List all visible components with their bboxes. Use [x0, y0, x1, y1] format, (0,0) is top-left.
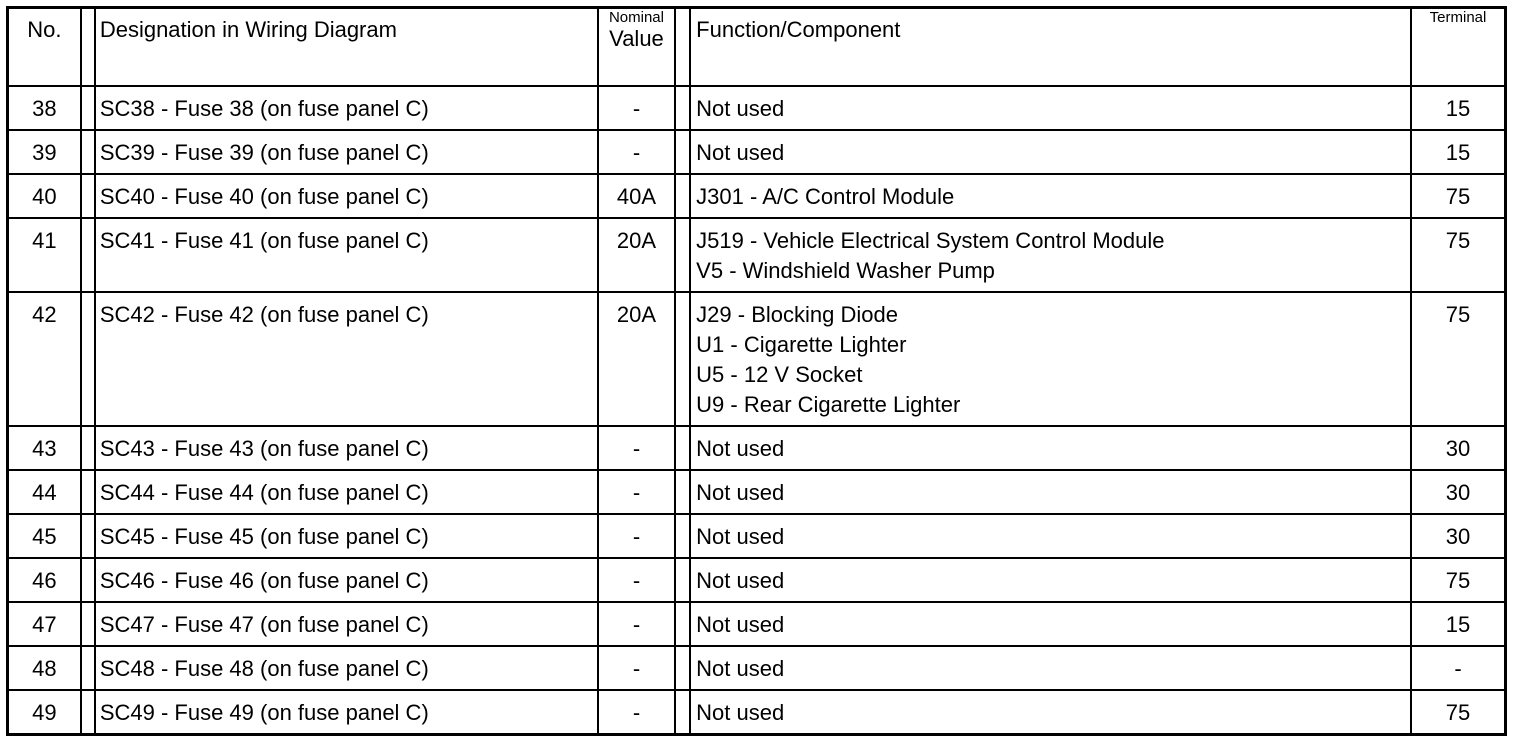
function-component: J519 - Vehicle Electrical System Control Module	[696, 228, 1165, 253]
fuse-number: 41	[8, 218, 81, 292]
table-row	[8, 130, 1506, 174]
fuse-function	[690, 86, 1411, 130]
table-row	[8, 174, 1506, 218]
fuse-terminal: -	[1411, 646, 1505, 690]
function-component: Not used	[696, 612, 785, 637]
table-row	[8, 86, 1506, 130]
table-row	[8, 602, 1506, 646]
fuse-designation: SC41 - Fuse 41 (on fuse panel C)	[95, 218, 598, 292]
fuse-function	[690, 690, 1411, 735]
fuse-function	[690, 646, 1411, 690]
function-component: Not used	[696, 436, 785, 461]
spacer-cell	[81, 558, 95, 602]
function-component: J29 - Blocking Diode	[696, 302, 898, 327]
fuse-terminal: 75	[1411, 690, 1505, 735]
fuse-function	[690, 292, 1411, 426]
fuse-terminal: 15	[1411, 602, 1505, 646]
spacer-cell	[675, 690, 690, 735]
fuse-nominal-value: -	[598, 470, 675, 514]
fuse-number: 46	[8, 558, 81, 602]
table-row	[8, 690, 1506, 735]
fuse-nominal-value: -	[598, 86, 675, 130]
fuse-number: 44	[8, 470, 81, 514]
table-row	[8, 514, 1506, 558]
fuse-designation: SC43 - Fuse 43 (on fuse panel C)	[95, 426, 598, 470]
function-component: U9 - Rear Cigarette Lighter	[696, 392, 961, 417]
function-component: Not used	[696, 700, 785, 725]
fuse-designation: SC42 - Fuse 42 (on fuse panel C)	[95, 292, 598, 426]
function-component: Not used	[696, 524, 785, 549]
fuse-number: 38	[8, 86, 81, 130]
header-nominal-line1: Nominal	[608, 9, 664, 26]
fuse-designation: SC47 - Fuse 47 (on fuse panel C)	[95, 602, 598, 646]
spacer-cell	[81, 690, 95, 735]
spacer-cell	[81, 8, 95, 87]
fuse-designation: SC38 - Fuse 38 (on fuse panel C)	[95, 86, 598, 130]
fuse-table	[6, 6, 1507, 736]
table-row	[8, 558, 1506, 602]
fuse-nominal-value: -	[598, 130, 675, 174]
fuse-nominal-value: -	[598, 646, 675, 690]
fuse-nominal-value: 20A	[598, 218, 675, 292]
fuse-number: 43	[8, 426, 81, 470]
spacer-cell	[81, 86, 95, 130]
spacer-cell	[675, 558, 690, 602]
fuse-number: 39	[8, 130, 81, 174]
function-component: U1 - Cigarette Lighter	[696, 332, 907, 357]
spacer-cell	[675, 130, 690, 174]
spacer-cell	[675, 174, 690, 218]
spacer-cell	[675, 218, 690, 292]
fuse-designation: SC40 - Fuse 40 (on fuse panel C)	[95, 174, 598, 218]
spacer-cell	[81, 174, 95, 218]
fuse-number: 47	[8, 602, 81, 646]
header-nominal-value	[598, 8, 675, 87]
spacer-cell	[675, 646, 690, 690]
spacer-cell	[81, 426, 95, 470]
fuse-function	[690, 218, 1411, 292]
fuse-terminal: 75	[1411, 218, 1505, 292]
function-component: Not used	[696, 480, 785, 505]
table-row	[8, 646, 1506, 690]
spacer-cell	[675, 292, 690, 426]
fuse-terminal: 75	[1411, 174, 1505, 218]
fuse-nominal-value: -	[598, 690, 675, 735]
table-row	[8, 426, 1506, 470]
fuse-number: 40	[8, 174, 81, 218]
fuse-function	[690, 558, 1411, 602]
fuse-function	[690, 174, 1411, 218]
fuse-designation: SC46 - Fuse 46 (on fuse panel C)	[95, 558, 598, 602]
function-component: Not used	[696, 568, 785, 593]
fuse-nominal-value: -	[598, 558, 675, 602]
spacer-cell	[675, 514, 690, 558]
spacer-cell	[675, 426, 690, 470]
header-function: Function/Component	[690, 8, 1411, 87]
function-component: Not used	[696, 96, 785, 121]
spacer-cell	[81, 292, 95, 426]
fuse-function	[690, 514, 1411, 558]
fuse-number: 45	[8, 514, 81, 558]
function-component: J301 - A/C Control Module	[696, 184, 955, 209]
fuse-function	[690, 426, 1411, 470]
spacer-cell	[81, 602, 95, 646]
fuse-function	[690, 602, 1411, 646]
fuse-designation: SC49 - Fuse 49 (on fuse panel C)	[95, 690, 598, 735]
function-component: V5 - Windshield Washer Pump	[696, 258, 995, 283]
spacer-cell	[675, 602, 690, 646]
function-component: U5 - 12 V Socket	[696, 362, 863, 387]
fuse-terminal: 75	[1411, 292, 1505, 426]
table-header-row	[8, 8, 1506, 87]
spacer-cell	[675, 86, 690, 130]
fuse-nominal-value: -	[598, 426, 675, 470]
fuse-terminal: 15	[1411, 86, 1505, 130]
spacer-cell	[81, 130, 95, 174]
header-no: No.	[8, 8, 81, 87]
spacer-cell	[675, 8, 690, 87]
fuse-designation: SC45 - Fuse 45 (on fuse panel C)	[95, 514, 598, 558]
fuse-designation: SC39 - Fuse 39 (on fuse panel C)	[95, 130, 598, 174]
fuse-designation: SC44 - Fuse 44 (on fuse panel C)	[95, 470, 598, 514]
function-component: Not used	[696, 140, 785, 165]
spacer-cell	[81, 646, 95, 690]
fuse-nominal-value: 40A	[598, 174, 675, 218]
function-component: Not used	[696, 656, 785, 681]
table-row	[8, 470, 1506, 514]
fuse-number: 49	[8, 690, 81, 735]
spacer-cell	[81, 218, 95, 292]
fuse-function	[690, 470, 1411, 514]
spacer-cell	[81, 514, 95, 558]
fuse-terminal: 30	[1411, 426, 1505, 470]
fuse-terminal: 15	[1411, 130, 1505, 174]
header-terminal: Terminal	[1411, 8, 1505, 87]
spacer-cell	[675, 470, 690, 514]
spacer-cell	[81, 470, 95, 514]
fuse-nominal-value: 20A	[598, 292, 675, 426]
table-row	[8, 292, 1506, 426]
table-row	[8, 218, 1506, 292]
fuse-function	[690, 130, 1411, 174]
fuse-number: 42	[8, 292, 81, 426]
fuse-nominal-value: -	[598, 514, 675, 558]
header-nominal-line2: Value	[609, 26, 664, 51]
fuse-terminal: 30	[1411, 514, 1505, 558]
fuse-number: 48	[8, 646, 81, 690]
header-designation: Designation in Wiring Diagram	[95, 8, 598, 87]
fuse-terminal: 30	[1411, 470, 1505, 514]
fuse-nominal-value: -	[598, 602, 675, 646]
fuse-terminal: 75	[1411, 558, 1505, 602]
fuse-designation: SC48 - Fuse 48 (on fuse panel C)	[95, 646, 598, 690]
